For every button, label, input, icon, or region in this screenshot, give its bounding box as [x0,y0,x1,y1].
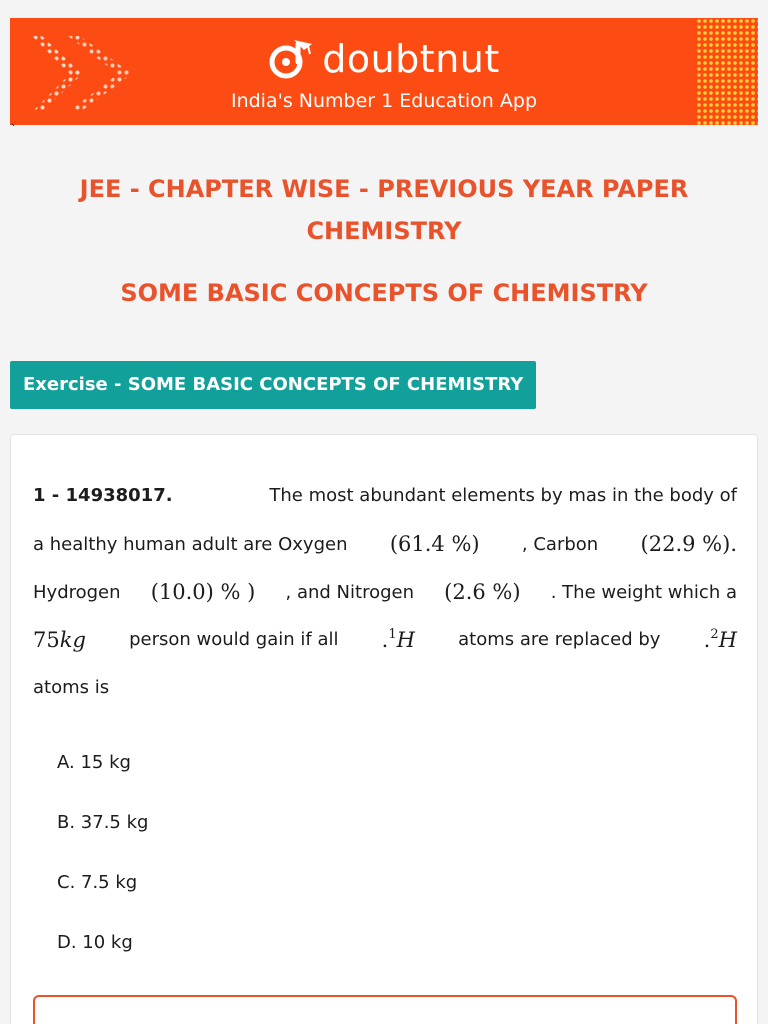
question-line-4: 75kg person would gain if all .$^1$H atoms are replaced by .$^2$H [33,627,737,652]
chapter-title: SOME BASIC CONCEPTS OF CHEMISTRY [120,279,648,307]
option-b[interactable]: B. 37.5 kg [57,812,149,833]
title-line-1: JEE - CHAPTER WISE - PREVIOUS YEAR PAPER [79,175,689,203]
answer-box[interactable] [33,995,737,1024]
question-line-2: a healthy human adult are Oxygen (61.4 %) , Carbon (22.9 %). [33,532,737,556]
exercise-tag[interactable]: Exercise - SOME BASIC CONCEPTS OF CHEMISTRY [10,361,536,409]
question-line-5: atoms is [33,677,110,698]
header-banner [10,18,758,125]
doubtnut-logo-icon [268,38,314,80]
brand-tagline: India's Number 1 Education App [230,90,538,112]
option-c[interactable]: C. 7.5 kg [57,872,138,893]
question-line-1: 1 - 14938017. The most abundant elements by mas in the body of [33,485,737,506]
question-id: 1 - 14938017. [33,485,173,506]
question-card [10,434,758,1024]
title-line-2: CHEMISTRY [306,217,462,245]
question-line-3: Hydrogen (10.0) % ) , and Nitrogen (2.6 %) . The weight which a [33,580,737,604]
option-d[interactable]: D. 10 kg [57,932,133,953]
option-a[interactable]: A. 15 kg [57,752,131,773]
page-title [10,168,758,252]
brand-name: doubtnut [322,37,500,81]
brand-logo [10,38,758,80]
stray-mark: ` [10,123,17,139]
